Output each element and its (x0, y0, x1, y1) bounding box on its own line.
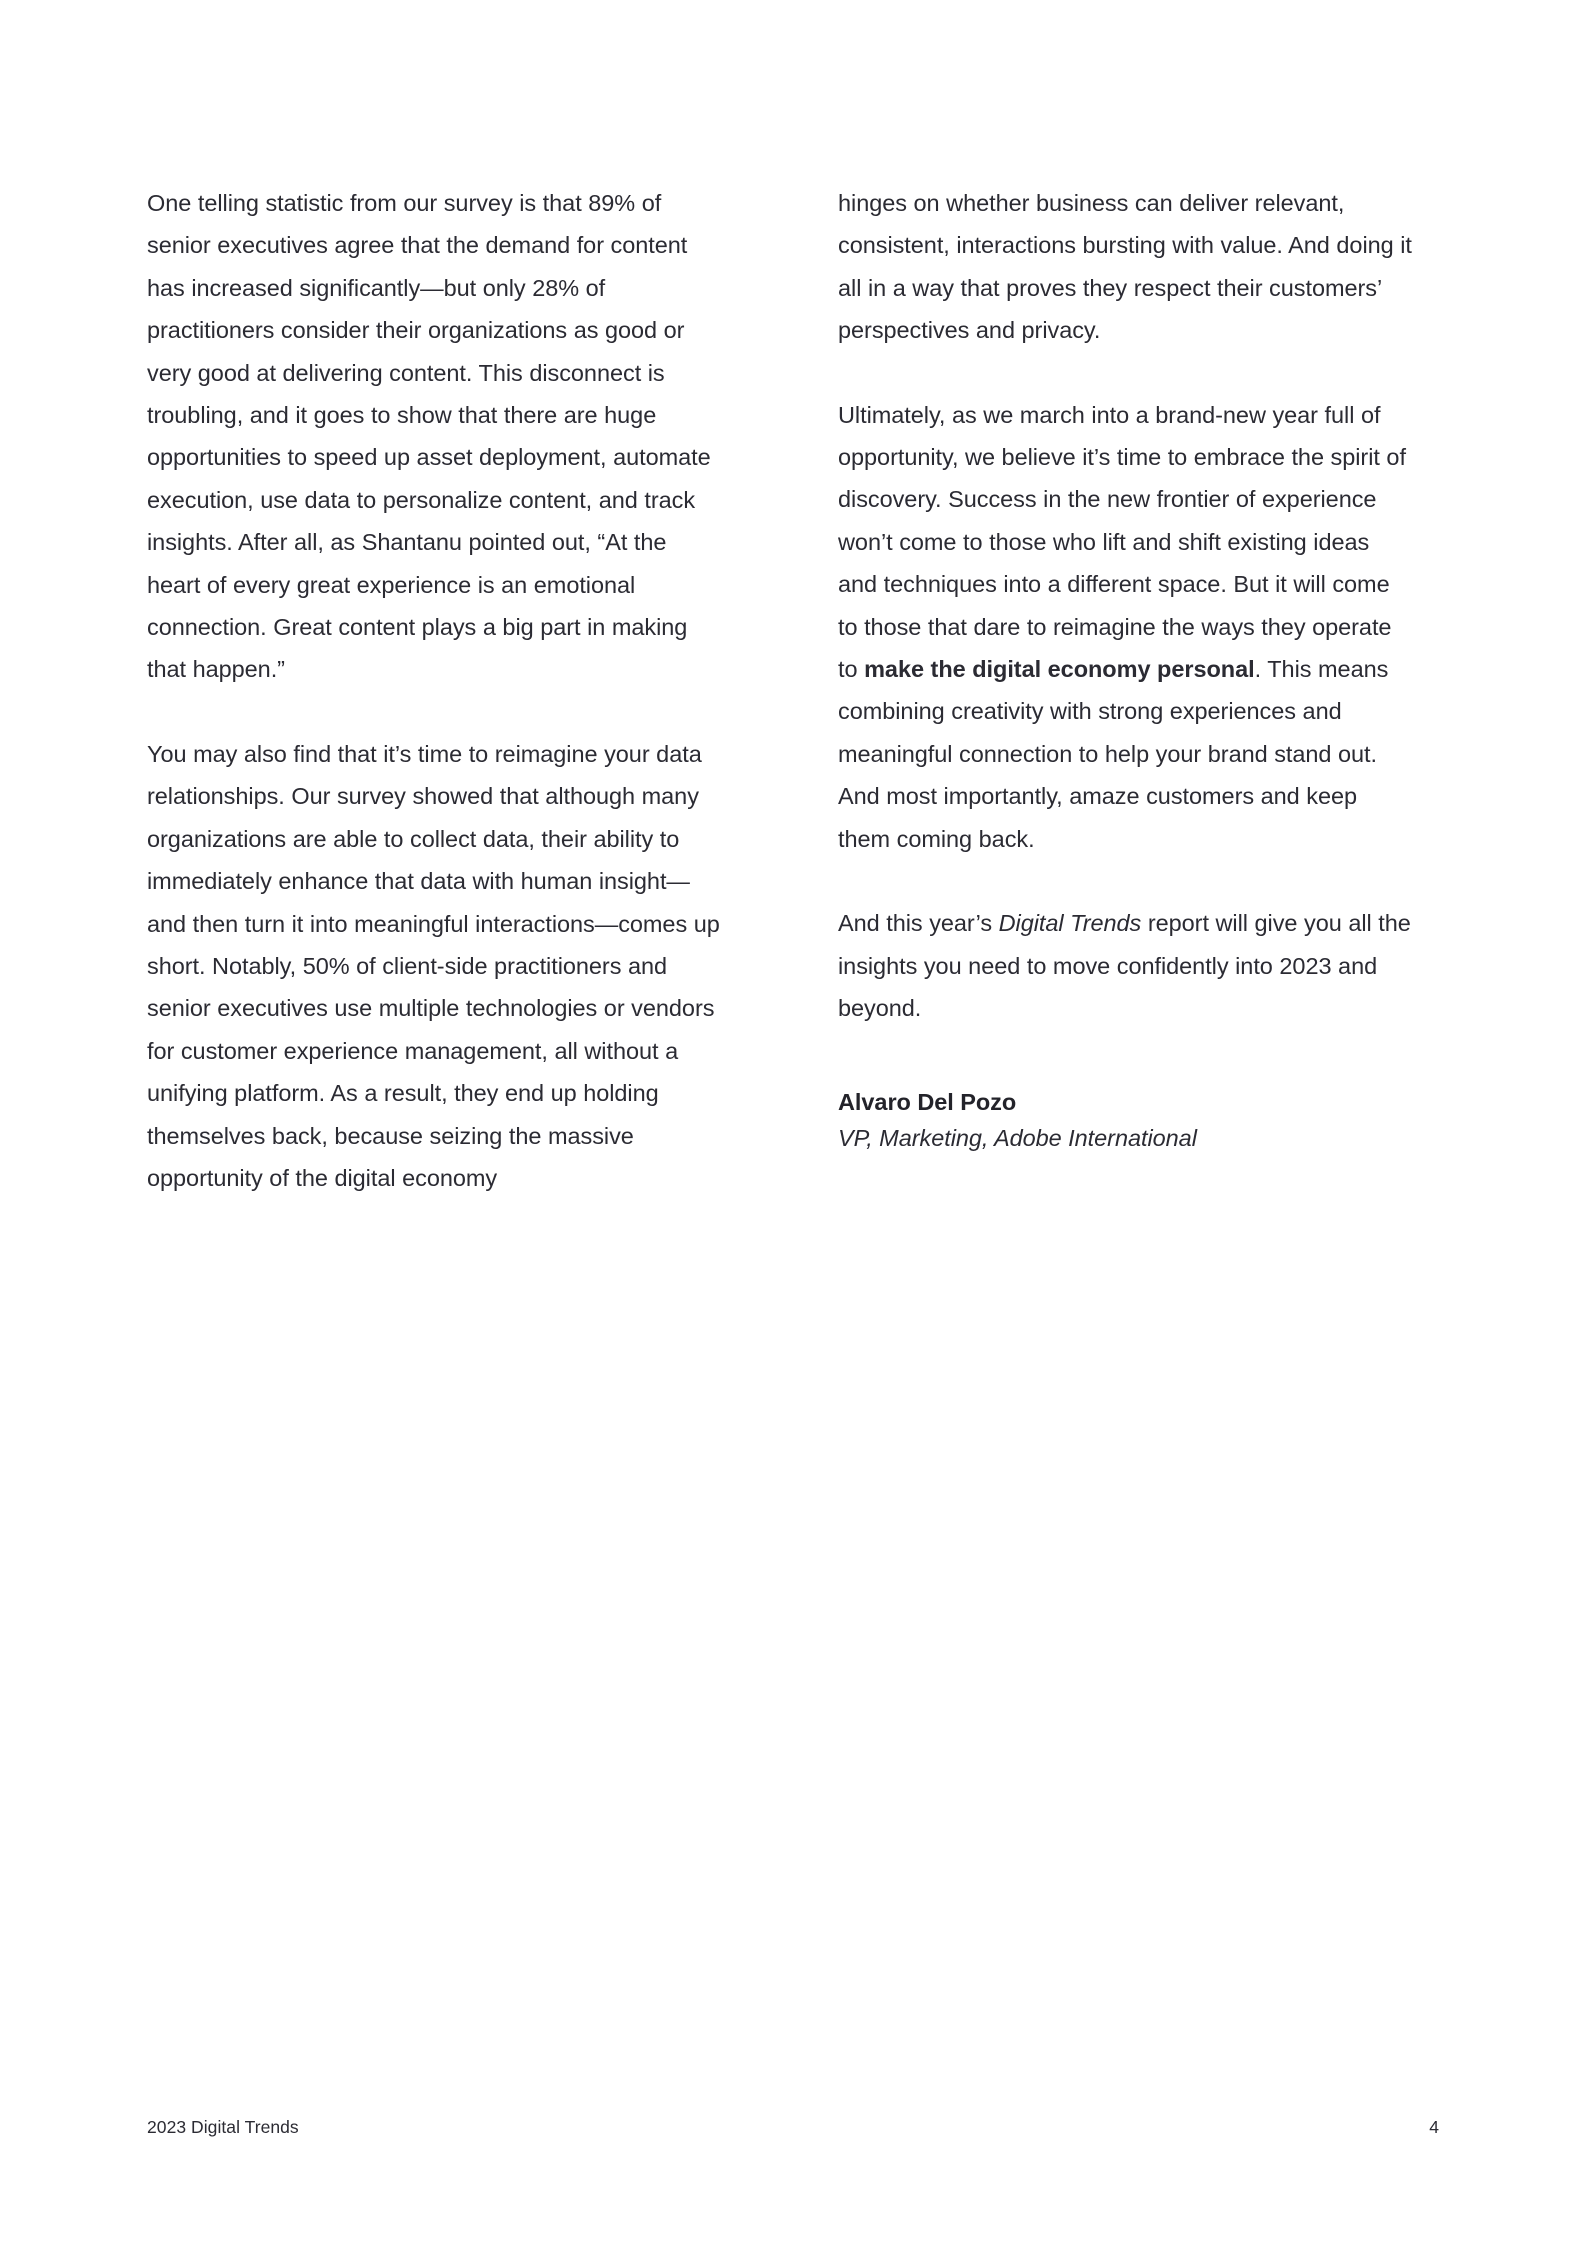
left-column-paragraph-2: You may also find that it’s time to reimagine your data relationships. Our survey showed that although many organizations are able to collect data, their ability to immediately enhance that data with human insight—and then turn it into meaningful interactions—comes up short. Notably, 50% of client-side practitioners and senior executives use multiple technologies or vendors for customer experience management, all without a unifying platform. As a result, they end up holding themselves back, because seizing the massive opportunity of the digital economy (147, 740, 720, 1191)
paragraph-2-tail-text: . This means combining creativity with strong experiences and meaningful connection to help your brand stand out. And most importantly, amaze customers and keep them coming back. (838, 656, 1389, 852)
left-column-paragraph-1: One telling statistic from our survey is that 89% of senior executives agree that the demand for content has increased significantly—but only 28% of practitioners consider their organizations as good or very good at delivering content. This disconnect is troubling, and it goes to show that there are huge opportunities to speed up asset deployment, automate execution, use data to personalize content, and track insights. After all, as Shantanu pointed out, “At the heart of every great experience is an emotional connection. Great content plays a big part in making that happen.” (147, 190, 711, 683)
paragraph-2-bold-phrase: make the digital economy personal (864, 656, 1255, 683)
right-column-paragraph-1: hinges on whether business can deliver relevant, consistent, interactions bursting with value. And doing it all in a way that proves they respect their customers’ perspectives and privacy. (838, 190, 1412, 344)
right-column-paragraph-3 (838, 902, 1412, 1029)
signature-block (838, 1086, 1412, 1154)
paragraph-3-lead-text: And this year’s (838, 910, 999, 937)
paragraph-3-italic-report-title: Digital Trends (998, 910, 1142, 937)
paragraph-3-tail-text: report will give you all the insights you need to move confidently into 2023 and beyond. (838, 910, 1411, 1021)
left-column (147, 182, 721, 1199)
two-column-body (147, 182, 1412, 1199)
signature-author-title: VP, Marketing, Adobe International (838, 1125, 1197, 1152)
signature-author-name: Alvaro Del Pozo (838, 1089, 1017, 1116)
footer-page-number: 4 (1429, 2117, 1439, 2137)
page-footer (147, 2107, 1439, 2147)
right-column (838, 182, 1412, 1154)
footer-document-title: 2023 Digital Trends (147, 2117, 299, 2137)
right-column-paragraph-2 (838, 394, 1412, 860)
paragraph-2-lead-text: Ultimately, as we march into a brand-new year full of opportunity, we believe it’s time to embrace the spirit of discovery. Success in the new frontier of experience won’t come to those who lift and shift existing ideas and techniques into a different space. But it will come to those that dare to reimagine the ways they operate to (838, 401, 1406, 683)
